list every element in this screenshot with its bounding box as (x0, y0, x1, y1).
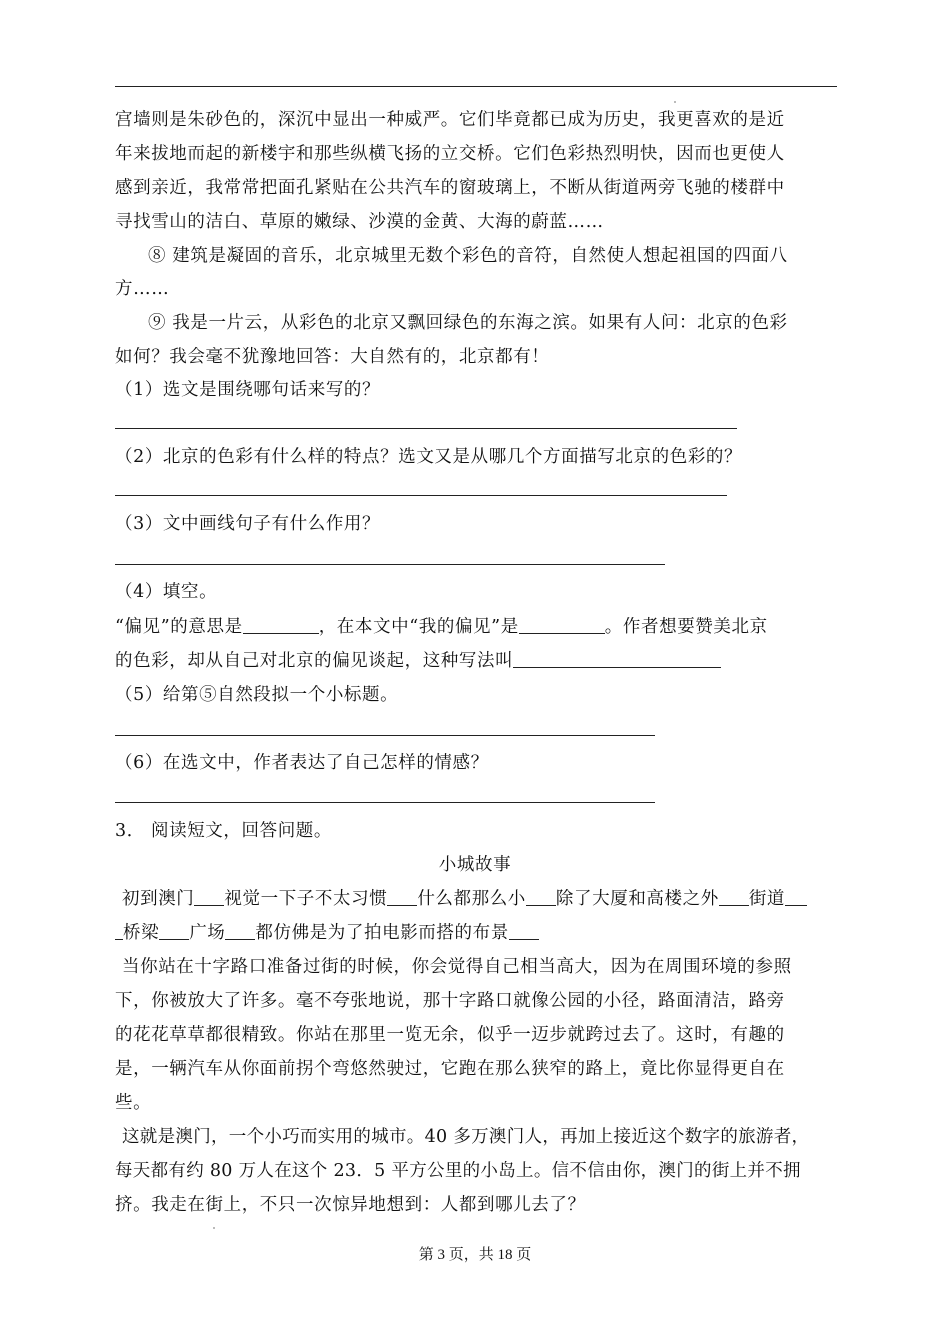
question-4: （4）填空。 (115, 582, 218, 602)
punct-blank-7[interactable] (225, 919, 255, 940)
para1-line1 (122, 882, 807, 916)
p1-seg: 初到澳门 (122, 889, 195, 909)
p1-seg: 桥梁 (123, 923, 160, 943)
punct-blank-2[interactable] (387, 885, 417, 906)
para3-line: 每天都有约 80 万人在这个 23．5 平方公里的小岛上。信不信由你，澳门的街上并不拥 (115, 1161, 801, 1181)
question-4-fill-line (115, 610, 768, 644)
para3-line: 这就是澳门，一个小巧而实用的城市。40 多万澳门人，再加上接近这个数字的旅游者， (122, 1127, 810, 1147)
passage-line: 如何？我会毫不犹豫地回答：大自然有的，北京都有！ (115, 347, 550, 367)
answer-line-6[interactable] (115, 802, 655, 803)
q4-text-d: 的色彩，却从自己对北京的偏见谈起，这种写法叫 (115, 651, 514, 671)
section-3-heading: 3． 阅读短文，回答问题。 (115, 821, 332, 841)
answer-line-1[interactable] (115, 428, 737, 429)
q4-text-b: ，在本文中“我的偏见”是 (318, 617, 519, 637)
page-number: 第 3 页，共 18 页 (418, 1247, 532, 1263)
paragraph-8: ⑧ 建筑是凝固的音乐，北京城里无数个彩色的音符，自然使人想起祖国的四面八 (148, 246, 788, 266)
punct-blank-1[interactable] (194, 885, 224, 906)
paragraph-9: ⑨ 我是一片云，从彩色的北京又飘回绿色的东海之滨。如果有人问：北京的色彩 (148, 313, 788, 333)
answer-line-3[interactable] (115, 564, 665, 565)
q4-text-a: “偏见”的意思是 (115, 617, 243, 637)
p1-seg: 什么都那么小 (417, 889, 526, 909)
q4-text-c: 。作者想要赞美北京 (604, 617, 768, 637)
passage-line: 方…… (115, 279, 170, 299)
question-2: （2）北京的色彩有什么样的特点？选文又是从哪几个方面描写北京的色彩的？ (115, 447, 743, 467)
para2-line: 当你站在十字路口准备过街的时候，你会觉得自己相当高大，因为在周围环境的参照 (122, 957, 792, 977)
punct-blank-4[interactable] (719, 885, 749, 906)
passage-line: 宫墙则是朱砂色的，深沉中显出一种威严。它们毕竟都已成为历史，我更喜欢的是近 (115, 110, 785, 130)
para3-line: 挤。我走在街上，不只一次惊异地想到：人都到哪儿去了？ (115, 1195, 586, 1215)
para2-line: 下，你被放大了许多。毫不夸张地说，那十字路口就像公园的小径，路面清洁，路旁 (115, 991, 785, 1011)
blank-writing-technique[interactable] (513, 647, 721, 668)
para2-line: 是，一辆汽车从你面前拐个弯悠然驶过，它跑在那么狭窄的路上，竟比你显得更自在 (115, 1059, 785, 1079)
answer-line-2[interactable] (115, 495, 727, 496)
blank-my-prejudice[interactable] (519, 613, 605, 634)
story-title: 小城故事 (438, 855, 512, 875)
passage-line: 寻找雪山的洁白、草原的嫩绿、沙漠的金黄、大海的蔚蓝…… (115, 212, 604, 232)
punct-blank-6[interactable] (159, 919, 189, 940)
p1-seg: 都仿佛是为了拍电影而搭的布景 (255, 923, 509, 943)
top-rule (115, 86, 837, 87)
passage-line: 感到亲近，我常常把面孔紧贴在公共汽车的窗玻璃上，不断从街道两旁飞驰的楼群中 (115, 178, 785, 198)
p1-seg: 视觉一下子不太习惯 (224, 889, 388, 909)
p1-seg: 除了大厦和高楼之外 (555, 889, 719, 909)
scan-dot (213, 1227, 215, 1229)
para2-line: 的花花草草都很精致。你站在那里一览无余，似乎一迈步就跨过去了。这时，有趣的 (115, 1025, 785, 1045)
answer-line-5[interactable] (115, 735, 655, 736)
punct-blank-8[interactable] (509, 919, 539, 940)
punct-blank-3[interactable] (526, 885, 556, 906)
para1-line2 (115, 916, 539, 950)
para2-line: 些。 (115, 1093, 152, 1113)
p1-seg: 广场 (189, 923, 226, 943)
question-1: （1）选文是围绕哪句话来写的？ (115, 380, 381, 400)
p1-seg: 街道 (748, 889, 786, 909)
question-6: （6）在选文中，作者表达了自己怎样的情感？ (115, 753, 489, 773)
passage-line: 年来拔地而起的新楼宇和那些纵横飞扬的立交桥。它们色彩热烈明快，因而也更使人 (115, 144, 785, 164)
question-4-fill-line-2 (115, 644, 721, 678)
question-3: （3）文中画线句子有什么作用？ (115, 514, 381, 534)
question-5: （5）给第⑤自然段拟一个小标题。 (115, 685, 399, 705)
punct-blank-5a[interactable] (785, 885, 807, 906)
blank-meaning[interactable] (243, 613, 319, 634)
punct-blank-5b[interactable] (115, 919, 123, 940)
